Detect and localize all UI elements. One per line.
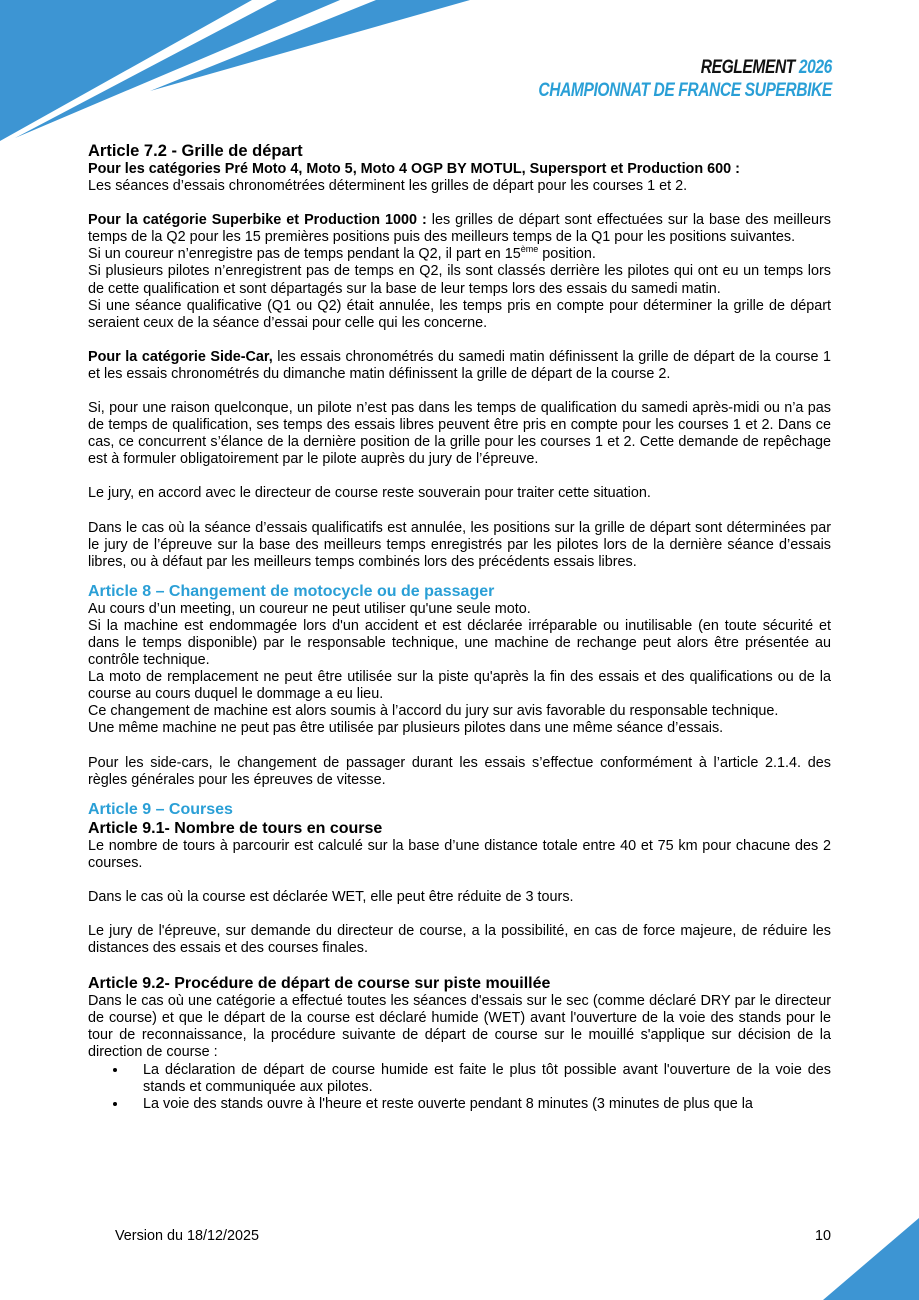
article-9-1-title: Article 9.1- Nombre de tours en course xyxy=(88,819,383,837)
article-9-2-title: Article 9.2- Procédure de départ de course sur piste mouillée xyxy=(88,975,551,993)
article-8-p5: Une même machine ne peut pas être utilisée par plusieurs pilotes dans une même séance d’essais. xyxy=(88,720,724,737)
document-header-title xyxy=(539,57,832,103)
article-7-2-p7: Si, pour une raison quelconque, un pilote n’est pas dans les temps de qualification du samedi après-midi ou n’a pas de temps de qualification, ses temps des essais libres peuvent être pris en compte pour les courses 1 et 2. Dans ce cas, ce concurrent s’élance de la dernière position de la grille pour les courses 1 et 2. Cette demande de repêchage est à formuler obligatoirement par le pilote auprès du jury de l’épreuve. xyxy=(88,400,831,468)
article-8-p6: Pour les side-cars, le changement de passager durant les essais s’effectue conformément à l’article 2.1.4. des règles générales pour les épreuves de vitesse. xyxy=(88,754,831,788)
p2-text: les grilles de départ sont effectuées sur la base des meilleurs temps de la Q2 pour les 15 premières positions puis des meilleurs temps de la Q1 pour les positions suivantes. xyxy=(88,212,831,246)
article-8-p1: Au cours d’un meeting, un coureur ne peut utiliser qu'une seule moto. xyxy=(88,600,531,617)
article-7-2-p4: Si plusieurs pilotes n’enregistrent pas de temps en Q2, ils sont classés derrière les pilotes qui ont eu un temps lors de cette qualification et sont départagés sur la base de leur temps lors des essais du samedi matin. xyxy=(88,263,831,297)
header-year: 2026 xyxy=(798,57,832,78)
p3-sup: ème xyxy=(520,244,539,255)
footer-version: Version du 18/12/2025 xyxy=(115,1228,260,1244)
article-7-2-p1: Les séances d’essais chronométrées déterminent les grilles de départ pour les courses 1 et 2. xyxy=(88,178,688,195)
article-7-2-p8: Le jury, en accord avec le directeur de course reste souverain pour traiter cette situation. xyxy=(88,485,651,502)
p6-bold: Pour la catégorie Side-Car, xyxy=(88,348,273,365)
p3-after: position. xyxy=(538,246,596,263)
p2-bold: Pour la catégorie Superbike et Production 1000 : xyxy=(88,212,427,229)
document-body xyxy=(88,141,831,1113)
p6-text: les essais chronométrés du samedi matin définissent la grille de départ de la course 1 et les essais chronométrés du dimanche matin définissent la grille de départ de la course 2. xyxy=(88,348,831,382)
article-8-p4: Ce changement de machine est alors soumis à l’accord du jury sur avis favorable du responsable technique. xyxy=(88,703,779,720)
page-number: 10 xyxy=(814,1228,831,1244)
article-7-2-p5: Si une séance qualificative (Q1 ou Q2) était annulée, les temps pris en compte pour déterminer la grille de départ seraient ceux de la séance d’essai pour celle qui les concerne. xyxy=(88,297,831,331)
article-7-2-p9: Dans le cas où la séance d’essais qualificatifs est annulée, les positions sur la grille de départ sont déterminées par le jury de l’épreuve sur la base des meilleurs temps enregistrés par les pilotes lors de la dernière séance d’essais libres, ou à défaut par les meilleurs temps combinés lors des précédents essais libres. xyxy=(88,519,831,570)
article-7-2-p2 xyxy=(88,212,831,246)
article-9-2-bullet-list xyxy=(88,1062,831,1113)
article-7-2-title: Article 7.2 - Grille de départ xyxy=(88,142,303,160)
article-8-title: Article 8 – Changement de motocycle ou de passager xyxy=(88,582,495,600)
list-item: • La voie des stands ouvre à l'heure et reste ouverte pendant 8 minutes (3 minutes de plus que la xyxy=(128,1096,831,1113)
article-7-2-p6 xyxy=(88,349,831,383)
list-item: • La déclaration de départ de course humide est faite le plus tôt possible avant l'ouverture de la voie des stands et communiquée aux pilotes. xyxy=(128,1062,831,1096)
p3-before: Si un coureur n’enregistre pas de temps pendant la Q2, il part en 15 xyxy=(88,246,521,263)
article-9-1-p2: Dans le cas où la course est déclarée WET, elle peut être réduite de 3 tours. xyxy=(88,888,574,905)
article-9-title: Article 9 – Courses xyxy=(88,800,233,818)
article-9-2-p1: Dans le cas où une catégorie a effectué toutes les séances d'essais sur le sec (comme déclaré DRY par le directeur de course) et que le départ de la course est déclaré humide (WET) avant l'ouverture de la voie des stands pour le tour de reconnaissance, la procédure suivante de départ de course sur le mouillé s'applique sur décision de la direction de course : xyxy=(88,993,831,1061)
article-9-1-p1: Le nombre de tours à parcourir est calculé sur la base d’une distance totale entre 40 et 75 km pour chacune des 2 courses. xyxy=(88,837,831,871)
article-8-p3: La moto de remplacement ne peut être utilisée sur la piste qu'après la fin des essais et des qualifications ou de la course au cours duquel le dommage a eu lieu. xyxy=(88,669,831,703)
header-championship: CHAMPIONNAT DE FRANCE SUPERBIKE xyxy=(538,80,832,101)
header-reglement: REGLEMENT xyxy=(700,57,796,78)
article-8-p2: Si la machine est endommagée lors d'un accident et est déclarée irréparable ou inutilisable (en toute sécurité et dans le temps disponible) par le responsable technique, une machine de rechange peut alors être présentée au contrôle technique. xyxy=(88,617,831,669)
footer-triangle-decoration xyxy=(819,1218,919,1300)
article-7-2-p1-heading: Pour les catégories Pré Moto 4, Moto 5, Moto 4 OGP BY MOTUL, Supersport et Production 600 : xyxy=(88,161,740,177)
article-7-2-p3 xyxy=(88,246,831,263)
article-9-1-p3: Le jury de l'épreuve, sur demande du directeur de course, a la possibilité, en cas de force majeure, de réduire les distances des essais et des courses finales. xyxy=(88,923,831,957)
